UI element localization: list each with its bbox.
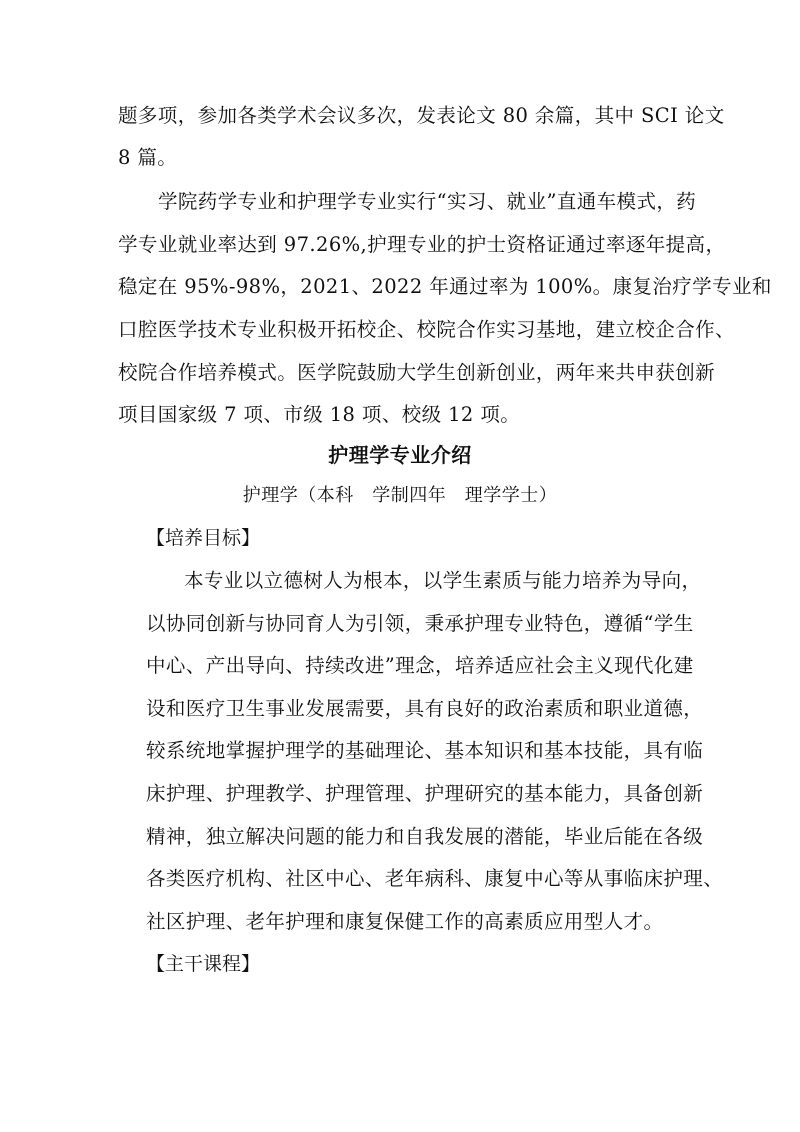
paragraph-line: 床护理、护理教学、护理管理、护理研究的基本能力，具备创新: [146, 782, 704, 805]
section-title: 护理学专业介绍: [328, 443, 472, 467]
training-goal-heading: 【培养目标】: [146, 527, 261, 549]
paragraph-line: 精神，独立解决问题的能力和自我发展的潜能，毕业后能在各级: [146, 825, 704, 848]
section-subtitle: 护理学（本科 学制四年 理学学士）: [242, 485, 558, 506]
paragraph-line: 各类医疗机构、社区中心、老年病科、康复中心等从事临床护理、: [146, 867, 724, 890]
paragraph-line: 以协同创新与协同育人为引领，秉承护理专业特色，遵循“学生: [146, 612, 694, 635]
paragraph-line: 中心、产出导向、持续改进”理念，培养适应社会主义现代化建: [146, 654, 694, 677]
paragraph-line: 学院药学专业和护理学专业实行“实习、就业”直通车模式，药: [158, 190, 697, 213]
paragraph-line: 题多项，参加各类学术会议多次，发表论文 80 余篇，其中 SCI 论文: [118, 104, 725, 127]
paragraph-line: 校院合作培养模式。医学院鼓励大学生创新创业，两年来共申获创新: [118, 361, 716, 384]
paragraph-line: 学专业就业率达到 97.26%,护理专业的护士资格证通过率逐年提高，: [118, 233, 726, 256]
paragraph-line: 8 篇。: [118, 146, 178, 169]
paragraph-line: 本专业以立德树人为根本，以学生素质与能力培养为导向，: [184, 569, 702, 592]
paragraph-line: 项目国家级 7 项、市级 18 项、校级 12 项。: [118, 403, 521, 426]
paragraph-line: 口腔医学技术专业积极开拓校企、校院合作实习基地，建立校企合作、: [118, 318, 735, 341]
paragraph-line: 社区护理、老年护理和康复保健工作的高素质应用型人才。: [146, 910, 664, 933]
main-courses-heading: 【主干课程】: [146, 953, 261, 975]
paragraph-line: 稳定在 95%-98%，2021、2022 年通过率为 100%。康复治疗学专业和: [118, 275, 772, 298]
paragraph-line: 较系统地掌握护理学的基础理论、基本知识和基本技能，具有临: [146, 739, 704, 762]
paragraph-line: 设和医疗卫生事业发展需要，具有良好的政治素质和职业道德，: [146, 697, 704, 720]
